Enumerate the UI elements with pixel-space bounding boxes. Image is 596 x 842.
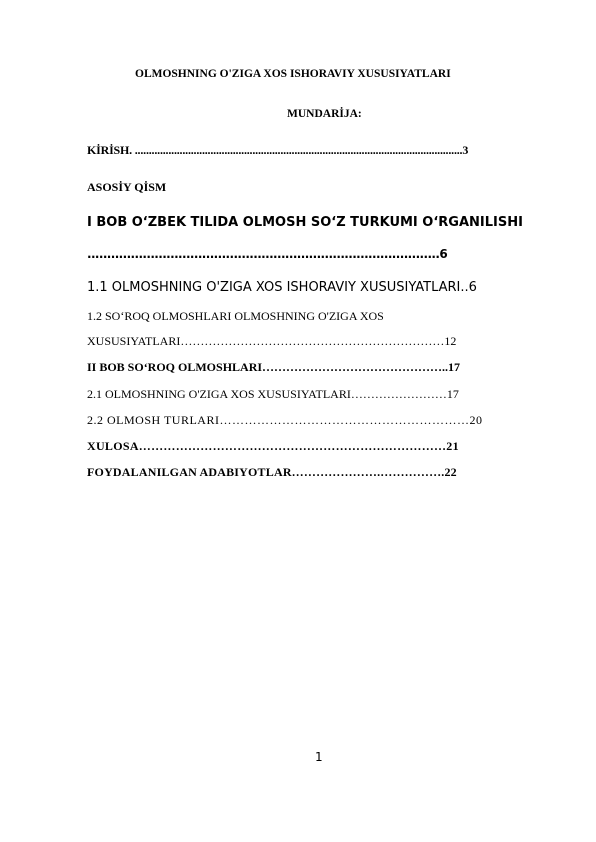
toc-entry-1-2-line1: 1.2 SO‘ROQ OLMOSHLARI OLMOSHNING O'ZIGA XOS (87, 309, 384, 323)
toc-entry-kirish: KİRİSH. .....................................................................................................................3 (87, 143, 469, 157)
toc-entry-xulosa: XULOSA…………………………………………………………………21 (87, 439, 459, 453)
toc-entry-bob1-title: I BOB O‘ZBEK TILIDA OLMOSH SO‘Z TURKUMI O‘RGANILISHI (87, 215, 523, 230)
toc-entry-1-1: 1.1 OLMOSHNING O'ZIGA XOS ISHORAVIY XUSUSIYATLARI..6 (87, 280, 477, 295)
toc-entry-1-2-line2: XUSUSIYATLARI…………………………………………………………12 (87, 334, 457, 348)
toc-entry-2-2: 2.2 OLMOSH TURLARI……………………………………………………20 (87, 413, 483, 427)
contents-heading: MUNDARİJA: (287, 108, 362, 120)
toc-entry-asosiy-qism: ASOSİY QİSM (87, 180, 167, 194)
document-title: OLMOSHNING O'ZIGA XOS ISHORAVIY XUSUSIYATLARI (135, 68, 451, 80)
toc-entry-adabiyotlar: FOYDALANILGAN ADABIYOTLAR………………….…………….22 (87, 465, 457, 479)
toc-entry-2-1: 2.1 OLMOSHNING O'ZIGA XOS XUSUSIYATLARI……………………17 (87, 387, 459, 401)
toc-entry-bob2: II BOB SO‘ROQ OLMOSHLARI………………………………………..17 (87, 360, 461, 374)
page-number: 1 (315, 750, 323, 764)
toc-entry-bob1-leader: .........................................................................................6 (87, 247, 448, 261)
